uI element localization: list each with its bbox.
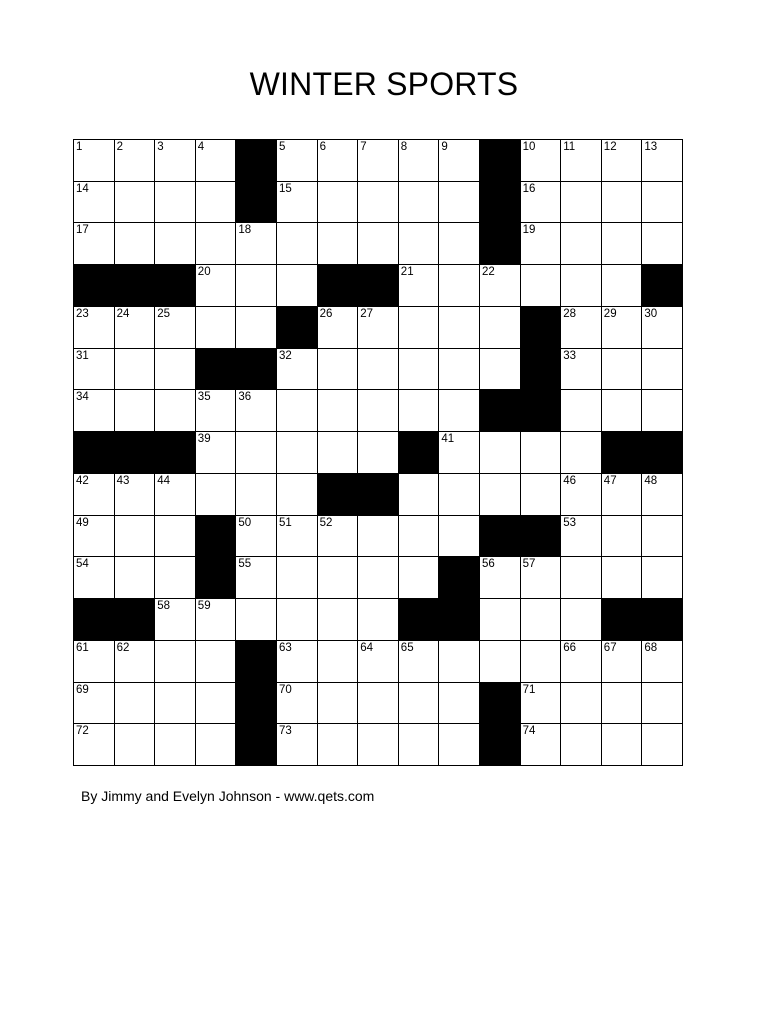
- black-square: [480, 516, 521, 558]
- clue-number: 3: [157, 141, 164, 153]
- grid-cell[interactable]: [155, 474, 196, 516]
- grid-cell[interactable]: [277, 182, 318, 224]
- grid-cell[interactable]: [236, 474, 277, 516]
- grid-cell[interactable]: [521, 140, 562, 182]
- grid-cell[interactable]: [521, 223, 562, 265]
- grid-cell[interactable]: [318, 557, 359, 599]
- clue-number: 56: [481, 558, 495, 571]
- grid-cell[interactable]: [74, 223, 115, 265]
- grid-cell[interactable]: [439, 307, 480, 349]
- grid-cell[interactable]: [196, 307, 237, 349]
- clue-number: 33: [563, 349, 576, 362]
- grid-cell[interactable]: [155, 182, 196, 224]
- clue-number: 73: [278, 725, 292, 738]
- grid-cell[interactable]: [399, 182, 440, 224]
- grid-cell[interactable]: [318, 349, 359, 391]
- clue-number: 68: [644, 641, 658, 654]
- clue-number: 72: [76, 725, 89, 738]
- grid-cell[interactable]: [642, 349, 683, 391]
- grid-cell[interactable]: [399, 474, 440, 516]
- grid-cell[interactable]: [358, 724, 399, 766]
- clue-number: 12: [603, 141, 617, 153]
- grid-cell[interactable]: [399, 724, 440, 766]
- grid-cell[interactable]: [358, 432, 399, 474]
- grid-cell[interactable]: [155, 307, 196, 349]
- clue-number: 5: [278, 141, 286, 153]
- grid-cell[interactable]: [642, 223, 683, 265]
- grid-cell[interactable]: [439, 432, 480, 474]
- clue-number: 47: [603, 474, 617, 487]
- clue-number: 17: [76, 224, 89, 237]
- grid-cell[interactable]: [358, 599, 399, 641]
- clue-number: 59: [197, 600, 211, 613]
- grid-cell[interactable]: [74, 182, 115, 224]
- grid-cell[interactable]: [155, 641, 196, 683]
- grid-cell[interactable]: [74, 683, 115, 725]
- grid-cell[interactable]: [399, 349, 440, 391]
- clue-number: 27: [360, 307, 373, 320]
- clue-number: 9: [441, 141, 448, 153]
- grid-cell[interactable]: [115, 140, 156, 182]
- grid-cell[interactable]: [196, 223, 237, 265]
- grid-cell[interactable]: [277, 432, 318, 474]
- grid-cell[interactable]: [521, 557, 562, 599]
- grid-cell[interactable]: [561, 557, 602, 599]
- grid-cell[interactable]: [74, 557, 115, 599]
- grid-cell[interactable]: [236, 223, 277, 265]
- grid-cell[interactable]: [318, 307, 359, 349]
- grid-cell[interactable]: [480, 641, 521, 683]
- grid-cell[interactable]: [277, 265, 318, 307]
- clue-number: 39: [197, 433, 211, 446]
- grid-cell[interactable]: [399, 516, 440, 558]
- grid-cell[interactable]: [318, 140, 359, 182]
- grid-cell[interactable]: [399, 307, 440, 349]
- grid-cell[interactable]: [642, 557, 683, 599]
- grid-cell[interactable]: [277, 683, 318, 725]
- black-square: [236, 182, 277, 224]
- clue-number: 4: [197, 141, 205, 153]
- black-square: [480, 223, 521, 265]
- grid-cell[interactable]: [602, 516, 643, 558]
- grid-cell[interactable]: [277, 516, 318, 558]
- grid-cell[interactable]: [521, 182, 562, 224]
- grid-cell[interactable]: [480, 474, 521, 516]
- grid-cell[interactable]: [236, 390, 277, 432]
- grid-cell[interactable]: [602, 724, 643, 766]
- clue-number: 65: [400, 641, 414, 654]
- black-square: [439, 599, 480, 641]
- clue-number: 43: [116, 474, 130, 487]
- grid-cell[interactable]: [521, 474, 562, 516]
- grid-cell[interactable]: [439, 390, 480, 432]
- grid-cell[interactable]: [480, 557, 521, 599]
- black-square: [236, 641, 277, 683]
- clue-number: 44: [157, 474, 170, 487]
- black-square: [642, 265, 683, 307]
- clue-number: 13: [644, 141, 658, 153]
- clue-number: 50: [238, 516, 252, 529]
- black-square: [318, 474, 359, 516]
- clue-number: 20: [197, 266, 211, 279]
- grid-cell[interactable]: [196, 724, 237, 766]
- clue-number: 71: [522, 683, 536, 696]
- grid-cell[interactable]: [602, 683, 643, 725]
- black-square: [521, 390, 562, 432]
- clue-number: 24: [116, 307, 130, 320]
- grid-cell[interactable]: [602, 223, 643, 265]
- grid-cell[interactable]: [480, 349, 521, 391]
- clue-number: 30: [644, 307, 658, 320]
- black-square: [196, 349, 237, 391]
- clue-number: 22: [481, 266, 495, 279]
- black-square: [642, 599, 683, 641]
- grid-cell[interactable]: [196, 182, 237, 224]
- grid-cell[interactable]: [439, 724, 480, 766]
- grid-cell[interactable]: [561, 223, 602, 265]
- grid-cell[interactable]: [399, 390, 440, 432]
- grid-cell[interactable]: [602, 641, 643, 683]
- black-square: [155, 432, 196, 474]
- grid-cell[interactable]: [439, 349, 480, 391]
- black-square: [74, 265, 115, 307]
- grid-cell[interactable]: [277, 390, 318, 432]
- grid-cell[interactable]: [399, 223, 440, 265]
- clue-number: 46: [563, 474, 576, 487]
- grid-cell[interactable]: [561, 182, 602, 224]
- grid-cell[interactable]: [74, 349, 115, 391]
- grid-cell[interactable]: [196, 683, 237, 725]
- grid-cell[interactable]: [399, 641, 440, 683]
- grid-cell[interactable]: [358, 516, 399, 558]
- grid-cell[interactable]: [115, 223, 156, 265]
- grid-cell[interactable]: [602, 140, 643, 182]
- grid-cell[interactable]: [196, 432, 237, 474]
- grid-cell[interactable]: [521, 683, 562, 725]
- black-square: [115, 265, 156, 307]
- grid-cell[interactable]: [277, 599, 318, 641]
- black-square: [521, 516, 562, 558]
- grid-cell[interactable]: [439, 140, 480, 182]
- grid-cell[interactable]: [642, 474, 683, 516]
- clue-number: 21: [400, 266, 414, 279]
- clue-number: 15: [278, 182, 292, 195]
- grid-cell[interactable]: [358, 182, 399, 224]
- grid-cell[interactable]: [155, 724, 196, 766]
- grid-cell[interactable]: [196, 390, 237, 432]
- grid-cell[interactable]: [439, 683, 480, 725]
- grid-cell[interactable]: [358, 223, 399, 265]
- puzzle-title: WINTER SPORTS: [249, 66, 519, 102]
- clue-number: 62: [116, 641, 130, 654]
- clue-number: 35: [197, 391, 211, 404]
- grid-cell[interactable]: [236, 516, 277, 558]
- grid-cell[interactable]: [642, 683, 683, 725]
- clue-number: 31: [76, 349, 89, 362]
- grid-cell[interactable]: [602, 474, 643, 516]
- grid-cell[interactable]: [196, 599, 237, 641]
- crossword-grid: [73, 139, 683, 766]
- black-square: [74, 432, 115, 474]
- clue-number: 25: [157, 307, 170, 320]
- grid-cell[interactable]: [602, 265, 643, 307]
- grid-cell[interactable]: [115, 182, 156, 224]
- clue-number: 1: [76, 141, 83, 153]
- black-square: [480, 724, 521, 766]
- clue-number: 42: [76, 474, 89, 487]
- black-square: [642, 432, 683, 474]
- grid-cell[interactable]: [236, 265, 277, 307]
- grid-cell[interactable]: [277, 223, 318, 265]
- black-square: [399, 432, 440, 474]
- clue-number: 51: [278, 516, 292, 529]
- clue-number: 6: [319, 141, 326, 153]
- grid-cell[interactable]: [196, 474, 237, 516]
- grid-cell[interactable]: [115, 557, 156, 599]
- black-square: [521, 307, 562, 349]
- clue-number: 67: [603, 641, 617, 654]
- grid-cell[interactable]: [74, 516, 115, 558]
- grid-cell[interactable]: [358, 349, 399, 391]
- grid-cell[interactable]: [277, 724, 318, 766]
- grid-cell[interactable]: [155, 683, 196, 725]
- grid-cell[interactable]: [318, 182, 359, 224]
- black-square: [277, 307, 318, 349]
- grid-cell[interactable]: [358, 390, 399, 432]
- grid-cell[interactable]: [642, 641, 683, 683]
- grid-cell[interactable]: [642, 390, 683, 432]
- black-square: [74, 599, 115, 641]
- grid-cell[interactable]: [155, 140, 196, 182]
- black-square: [155, 265, 196, 307]
- grid-cell[interactable]: [561, 474, 602, 516]
- grid-cell[interactable]: [318, 223, 359, 265]
- grid-cell[interactable]: [236, 557, 277, 599]
- black-square: [399, 599, 440, 641]
- grid-cell[interactable]: [115, 641, 156, 683]
- grid-cell[interactable]: [642, 140, 683, 182]
- clue-number: 48: [644, 474, 658, 487]
- grid-cell[interactable]: [155, 223, 196, 265]
- clue-number: 74: [522, 725, 536, 738]
- clue-number: 16: [522, 182, 536, 195]
- grid-cell[interactable]: [318, 724, 359, 766]
- grid-cell[interactable]: [277, 557, 318, 599]
- grid-cell[interactable]: [155, 599, 196, 641]
- clue-number: 29: [603, 307, 617, 320]
- clue-number: 64: [360, 641, 373, 654]
- clue-number: 28: [563, 307, 576, 320]
- grid-cell[interactable]: [480, 432, 521, 474]
- grid-cell[interactable]: [602, 390, 643, 432]
- black-square: [196, 516, 237, 558]
- grid-cell[interactable]: [602, 307, 643, 349]
- grid-cell[interactable]: [399, 140, 440, 182]
- byline: By Jimmy and Evelyn Johnson - www.qets.com: [81, 788, 375, 804]
- black-square: [236, 683, 277, 725]
- grid-cell[interactable]: [439, 182, 480, 224]
- clue-number: 34: [76, 391, 89, 404]
- grid-cell[interactable]: [196, 265, 237, 307]
- grid-cell[interactable]: [74, 474, 115, 516]
- clue-number: 54: [76, 558, 89, 571]
- grid-cell[interactable]: [277, 474, 318, 516]
- clue-number: 36: [238, 391, 252, 404]
- grid-cell[interactable]: [521, 641, 562, 683]
- black-square: [602, 432, 643, 474]
- black-square: [480, 182, 521, 224]
- black-square: [236, 349, 277, 391]
- grid-cell[interactable]: [561, 349, 602, 391]
- grid-cell[interactable]: [561, 390, 602, 432]
- grid-cell[interactable]: [642, 516, 683, 558]
- grid-cell[interactable]: [155, 349, 196, 391]
- clue-number: 53: [563, 516, 576, 529]
- grid-cell[interactable]: [561, 724, 602, 766]
- grid-cell[interactable]: [358, 307, 399, 349]
- black-square: [115, 432, 156, 474]
- grid-cell[interactable]: [236, 432, 277, 474]
- grid-cell[interactable]: [642, 182, 683, 224]
- grid-cell[interactable]: [439, 641, 480, 683]
- grid-cell[interactable]: [602, 349, 643, 391]
- grid-cell[interactable]: [318, 599, 359, 641]
- grid-cell[interactable]: [480, 599, 521, 641]
- grid-cell[interactable]: [115, 349, 156, 391]
- clue-number: 66: [563, 641, 576, 654]
- grid-cell[interactable]: [115, 516, 156, 558]
- clue-number: 8: [400, 141, 408, 153]
- grid-cell[interactable]: [277, 349, 318, 391]
- grid-cell[interactable]: [439, 265, 480, 307]
- black-square: [480, 140, 521, 182]
- clue-number: 57: [522, 558, 536, 571]
- clue-number: 23: [76, 307, 89, 320]
- grid-cell[interactable]: [155, 516, 196, 558]
- clue-number: 70: [278, 683, 292, 696]
- clue-number: 18: [238, 224, 252, 237]
- black-square: [318, 265, 359, 307]
- grid-cell[interactable]: [74, 641, 115, 683]
- clue-number: 10: [522, 141, 536, 153]
- grid-cell[interactable]: [318, 683, 359, 725]
- grid-cell[interactable]: [399, 265, 440, 307]
- black-square: [480, 390, 521, 432]
- grid-cell[interactable]: [74, 390, 115, 432]
- clue-number: 14: [76, 182, 89, 195]
- grid-cell[interactable]: [115, 474, 156, 516]
- black-square: [115, 599, 156, 641]
- grid-cell[interactable]: [521, 265, 562, 307]
- black-square: [439, 557, 480, 599]
- grid-cell[interactable]: [74, 307, 115, 349]
- clue-number: 26: [319, 307, 333, 320]
- grid-cell[interactable]: [561, 516, 602, 558]
- black-square: [480, 683, 521, 725]
- grid-cell[interactable]: [74, 724, 115, 766]
- black-square: [602, 599, 643, 641]
- grid-cell[interactable]: [561, 265, 602, 307]
- clue-number: 19: [522, 224, 536, 237]
- grid-cell[interactable]: [521, 724, 562, 766]
- grid-cell[interactable]: [196, 140, 237, 182]
- black-square: [521, 349, 562, 391]
- clue-number: 2: [116, 141, 123, 153]
- grid-cell[interactable]: [318, 432, 359, 474]
- grid-cell[interactable]: [439, 516, 480, 558]
- clue-number: 41: [441, 433, 455, 446]
- grid-cell[interactable]: [642, 307, 683, 349]
- grid-cell[interactable]: [236, 307, 277, 349]
- grid-cell[interactable]: [115, 307, 156, 349]
- grid-cell[interactable]: [318, 641, 359, 683]
- grid-cell[interactable]: [318, 516, 359, 558]
- grid-cell[interactable]: [561, 599, 602, 641]
- grid-cell[interactable]: [155, 390, 196, 432]
- grid-cell[interactable]: [318, 390, 359, 432]
- grid-cell[interactable]: [358, 140, 399, 182]
- grid-cell[interactable]: [196, 641, 237, 683]
- grid-cell[interactable]: [155, 557, 196, 599]
- grid-cell[interactable]: [277, 140, 318, 182]
- grid-cell[interactable]: [521, 432, 562, 474]
- grid-cell[interactable]: [561, 307, 602, 349]
- grid-cell[interactable]: [115, 390, 156, 432]
- grid-cell[interactable]: [561, 140, 602, 182]
- clue-number: 32: [278, 349, 292, 362]
- black-square: [236, 724, 277, 766]
- grid-cell[interactable]: [561, 683, 602, 725]
- grid-cell[interactable]: [74, 140, 115, 182]
- grid-cell[interactable]: [642, 724, 683, 766]
- grid-cell[interactable]: [115, 724, 156, 766]
- grid-cell[interactable]: [358, 683, 399, 725]
- grid-cell[interactable]: [399, 557, 440, 599]
- clue-number: 7: [360, 141, 367, 153]
- grid-cell[interactable]: [439, 223, 480, 265]
- grid-cell[interactable]: [115, 683, 156, 725]
- grid-cell[interactable]: [236, 599, 277, 641]
- grid-cell[interactable]: [358, 641, 399, 683]
- grid-cell[interactable]: [561, 641, 602, 683]
- clue-number: 61: [76, 641, 89, 654]
- black-square: [358, 474, 399, 516]
- clue-number: 63: [278, 641, 292, 654]
- grid-cell[interactable]: [561, 432, 602, 474]
- clue-number: 55: [238, 558, 252, 571]
- clue-number: 69: [76, 683, 89, 696]
- grid-cell[interactable]: [480, 307, 521, 349]
- black-square: [358, 265, 399, 307]
- grid-cell[interactable]: [277, 641, 318, 683]
- grid-cell[interactable]: [521, 599, 562, 641]
- clue-number: 11: [563, 141, 576, 153]
- black-square: [236, 140, 277, 182]
- grid-cell[interactable]: [358, 557, 399, 599]
- grid-cell[interactable]: [602, 182, 643, 224]
- grid-cell[interactable]: [399, 683, 440, 725]
- grid-cell[interactable]: [602, 557, 643, 599]
- grid-cell[interactable]: [439, 474, 480, 516]
- clue-number: 49: [76, 516, 89, 529]
- clue-number: 58: [157, 600, 170, 613]
- grid-cell[interactable]: [480, 265, 521, 307]
- black-square: [196, 557, 237, 599]
- clue-number: 52: [319, 516, 333, 529]
